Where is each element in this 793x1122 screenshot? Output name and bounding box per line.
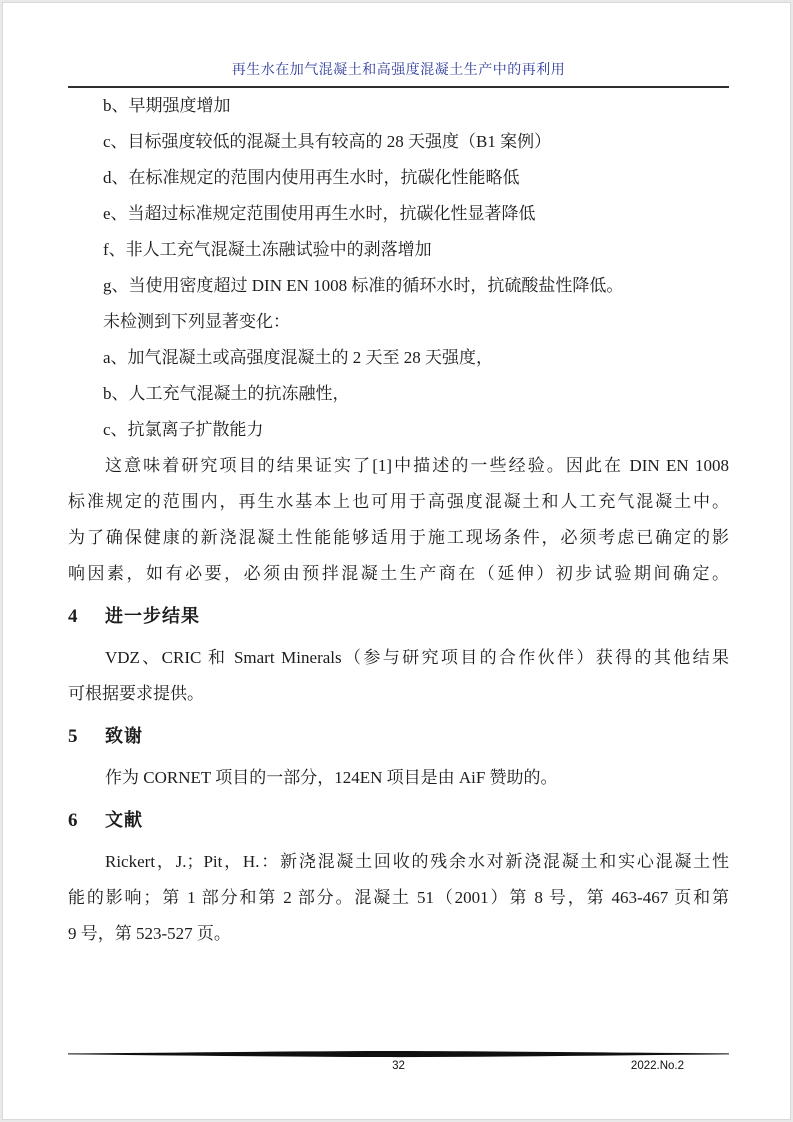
finding-item: c、目标强度较低的混凝土具有较高的 28 天强度（B1 案例） — [103, 132, 552, 151]
summary-paragraph-line: 响因素，如有必要，必须由预拌混凝土生产商在（延伸）初步试验期间确定。 — [68, 564, 729, 583]
page-body — [68, 88, 729, 952]
finding-item: f、非人工充气混凝土冻融试验中的剥落增加 — [103, 240, 432, 259]
section-heading-acknowledgements — [68, 718, 729, 755]
reference-line: 9 号，第 523-527 页。 — [68, 924, 231, 943]
no-change-intro: 未检测到下列显著变化： — [103, 312, 290, 331]
footer-issue-label: 2022.No.2 — [630, 1060, 684, 1072]
section-heading-further-results — [68, 598, 729, 635]
no-change-item: b、人工充气混凝土的抗冻融性， — [103, 384, 350, 403]
section-paragraph-line: VDZ、CRIC 和 Smart Minerals（参与研究项目的合作伙伴）获得的其他结果 — [105, 648, 729, 667]
running-title: 再生水在加气混凝土和高强度混凝土生产中的再利用 — [231, 63, 566, 78]
finding-item: g、当使用密度超过 DIN EN 1008 标准的循环水时，抗硫酸盐性降低。 — [103, 276, 624, 295]
section-heading-references — [68, 802, 729, 839]
no-change-item: a、加气混凝土或高强度混凝土的 2 天至 28 天强度， — [103, 348, 494, 367]
summary-paragraph-line: 这意味着研究项目的结果证实了[1]中描述的一些经验。因此在 DIN EN 1008 — [105, 456, 729, 475]
section-paragraph-line: 可根据要求提供。 — [68, 684, 204, 703]
no-change-item: c、抗氯离子扩散能力 — [103, 420, 264, 439]
section-number: 4 — [68, 606, 78, 627]
section-paragraph-line: 作为 CORNET 项目的一部分，124EN 项目是由 AiF 赞助的。 — [105, 768, 558, 787]
reference-line: Rickert，J.；Pit，H.：新浇混凝土回收的残余水对新浇混凝土和实心混凝土性 — [105, 852, 729, 871]
section-number: 6 — [68, 810, 78, 831]
finding-item: b、早期强度增加 — [103, 96, 231, 115]
section-title: 进一步结果 — [105, 606, 200, 626]
section-number: 5 — [68, 726, 78, 747]
reference-line: 能的影响；第 1 部分和第 2 部分。混凝土 51（2001）第 8 号，第 463-467 页和第 — [68, 888, 729, 907]
section-title: 文献 — [105, 810, 143, 830]
finding-item: d、在标准规定的范围内使用再生水时，抗碳化性能略低 — [103, 168, 520, 187]
summary-paragraph-line: 为了确保健康的新浇混凝土性能能够适用于施工现场条件，必须考虑已确定的影 — [68, 528, 729, 547]
footer-rule — [68, 1050, 729, 1058]
footer-page-number: 32 — [392, 1060, 405, 1072]
section-title: 致谢 — [105, 726, 143, 746]
page-header — [68, 60, 729, 88]
finding-item: e、当超过标准规定范围使用再生水时，抗碳化性显著降低 — [103, 204, 536, 223]
summary-paragraph-line: 标准规定的范围内，再生水基本上也可用于高强度混凝土和人工充气混凝土中。 — [68, 492, 729, 511]
